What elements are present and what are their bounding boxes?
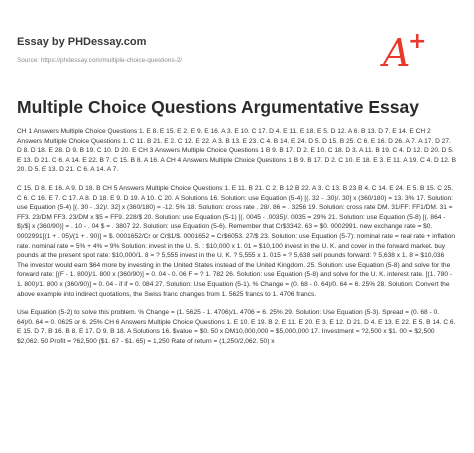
page-header [0,0,474,70]
logo-plus-mark: + [408,29,427,54]
body-paragraph: CH 1 Answers Multiple Choice Questions 1. E 8. E 15. E 2. E 9. E 16. A 3. E 10. C 17. D 4. E 11. E 18. E 5. D 12. A 6. B 13. D 7. E 14. E CH 2 Answers Multiple Choice Questions 1. C 11. B 21. E 2. C 12. E 22. A 3. B 13. E 23. C 4. B 14. E 24. D 5. D 15. B 25. C 6. E 16. D 26. A 7. A 17. D 27. D 8. D 18. E 28. D 9. B 19. C 10. D 20. E CH 3 Answers Multiple Choice Questions 1 B 9. B 17. D 2. E 10. C 18. D 3. A 11. B 19. C 4. D 12. D 20. D 5. E 13. D 21. C 6. A 14. E 22. B 7. C 15. B 8. A 16. A CH 4 Answers Multiple Choice Questions 1 B 9. B 17. D 2. C 10. E 18. E 3. E 11. A 19. C 4. D 12. B 20. D 5. E 13. D 21. C 6. A 14. A 7. [17,128,456,174]
source-line [17,57,182,64]
source-link[interactable]: https://phdessay.com/multiple-choice-questions-2/ [40,57,183,64]
logo-letter: A [383,31,411,72]
source-label: Source: [17,57,41,64]
article-body [17,127,457,355]
site-brand[interactable]: Essay by PHDessay.com [17,36,147,48]
article-title: Multiple Choice Questions Argumentative Essay [17,97,419,117]
body-paragraph: C 15. D 8. E 16. A 9. D 18. B CH 5 Answers Multiple Choice Questions 1. E 11. B 21. C 2. B 12 B 22. A 3. C 13. B 23 B 4. C 14. E 24. E 5. B 15. C 25. C 6. C 16. E 7. C 17. A 8. D 18. E 9. D 19. A 10. C 20. A Solutions 16. Solution: use Equation (5-4) [(. 32 - .30)/. 30] x (360/180) = 13. 3% 17. Solution: use Equation (5-4) [(. 30 - .32)/. 32] x (360/180) = -12. 5% 18. Solution: cross rate . 28/. 86 = . 3256 19. Solution: cross rate DM. 31/FF: FF1/DM. 31 = FF3. 23/DM FF3. 23/DM x $5 = FF9. 228/$ 20. Solution: use Equation (5-1) [(. 0045 - .0035)/. 0035 = 29% 21. Solution: use Equation (5-8) [(. 864 - $)/$] x (360/90)] = . 10 - . 04 $ = . 3807 22. Solution: use Equation (5-6). Remember that Cr$3342. 63 = $0. 0002991. new exchange rate = $0. 0002991[(1 + . 05)/(1 + . 90)] = $. 0001652/Cr or Cr$1/$. 0001652 = Cr$6053. 27/$ 23. Solution: use Equation (5-7): nominal rate = real rate + inflation rate. nominal rate = 5% + 4% = 9% Solution: invest in the U. S. : $10,000 x 1. 01 = $10,100 invest in the U. K. and cover in the forward market. buy pounds at the present spot rate: $10,000/1. 8 = ? 5,555 invest in the U. K. ? 5,555 x 1. 015 = ? 5,638 sell pounds forward: ? 5,638 x 1. 8 = $10,036 The investor would earn $64 more by investing in the United States instead of the United Kingdom. 25. Solution: use Equation (5-8) and solve for the forward rate: [(F - 1. 800)/1. 800 x (360/90)] = 0. 04 - 0. 06 F = ? 1. 782 26. Solution: use Equation (5-8) and solve for the U. K. interest rate. [(1. 780 - 1. 800)/1. 800 x (360/90)] = 0. 04 - if if = 0. 084 27. Solution: Use Equation (5-1). % Change = (0. 68 - 0. 64)/0. 64 = 6. 25% 28. Solution: Convert the above example into indirect quotations, the Swiss franc changes from 1. 5625 francs to 1. 4706 francs. [17,184,456,298]
a-plus-logo [380,26,430,72]
body-paragraph: Use Equation (5-2) to solve this problem. % Change = (1. 5625 - 1. 4706)/1. 4706 = 6. 25% 29. Solution: Use Equation (5-3). Spread = (0. 68 - 0. 64)/0. 64 = 0. 0625 or 6. 25% CH 6 Answers Multiple Choice Questions 1. E 10. E 19. B 2. E 11. E 20. E 3. E 12. D 21. D 4. E 13. E 22. E 5. B 14. C 6. E 15. D 7. B 16. B 8. E 17. D 9. B 18. A Solutions 16. $value = $0. 50 x DM10,000,000 = $5,000,000 17. Investment = ?2,500 x $1. 00 = $2,500 $2,062. 50 Profit = ?62,500 ($1. 67 - $1. 65) = 1,250 Rate of return = (1,250/2,062. 50) x [17,309,456,345]
